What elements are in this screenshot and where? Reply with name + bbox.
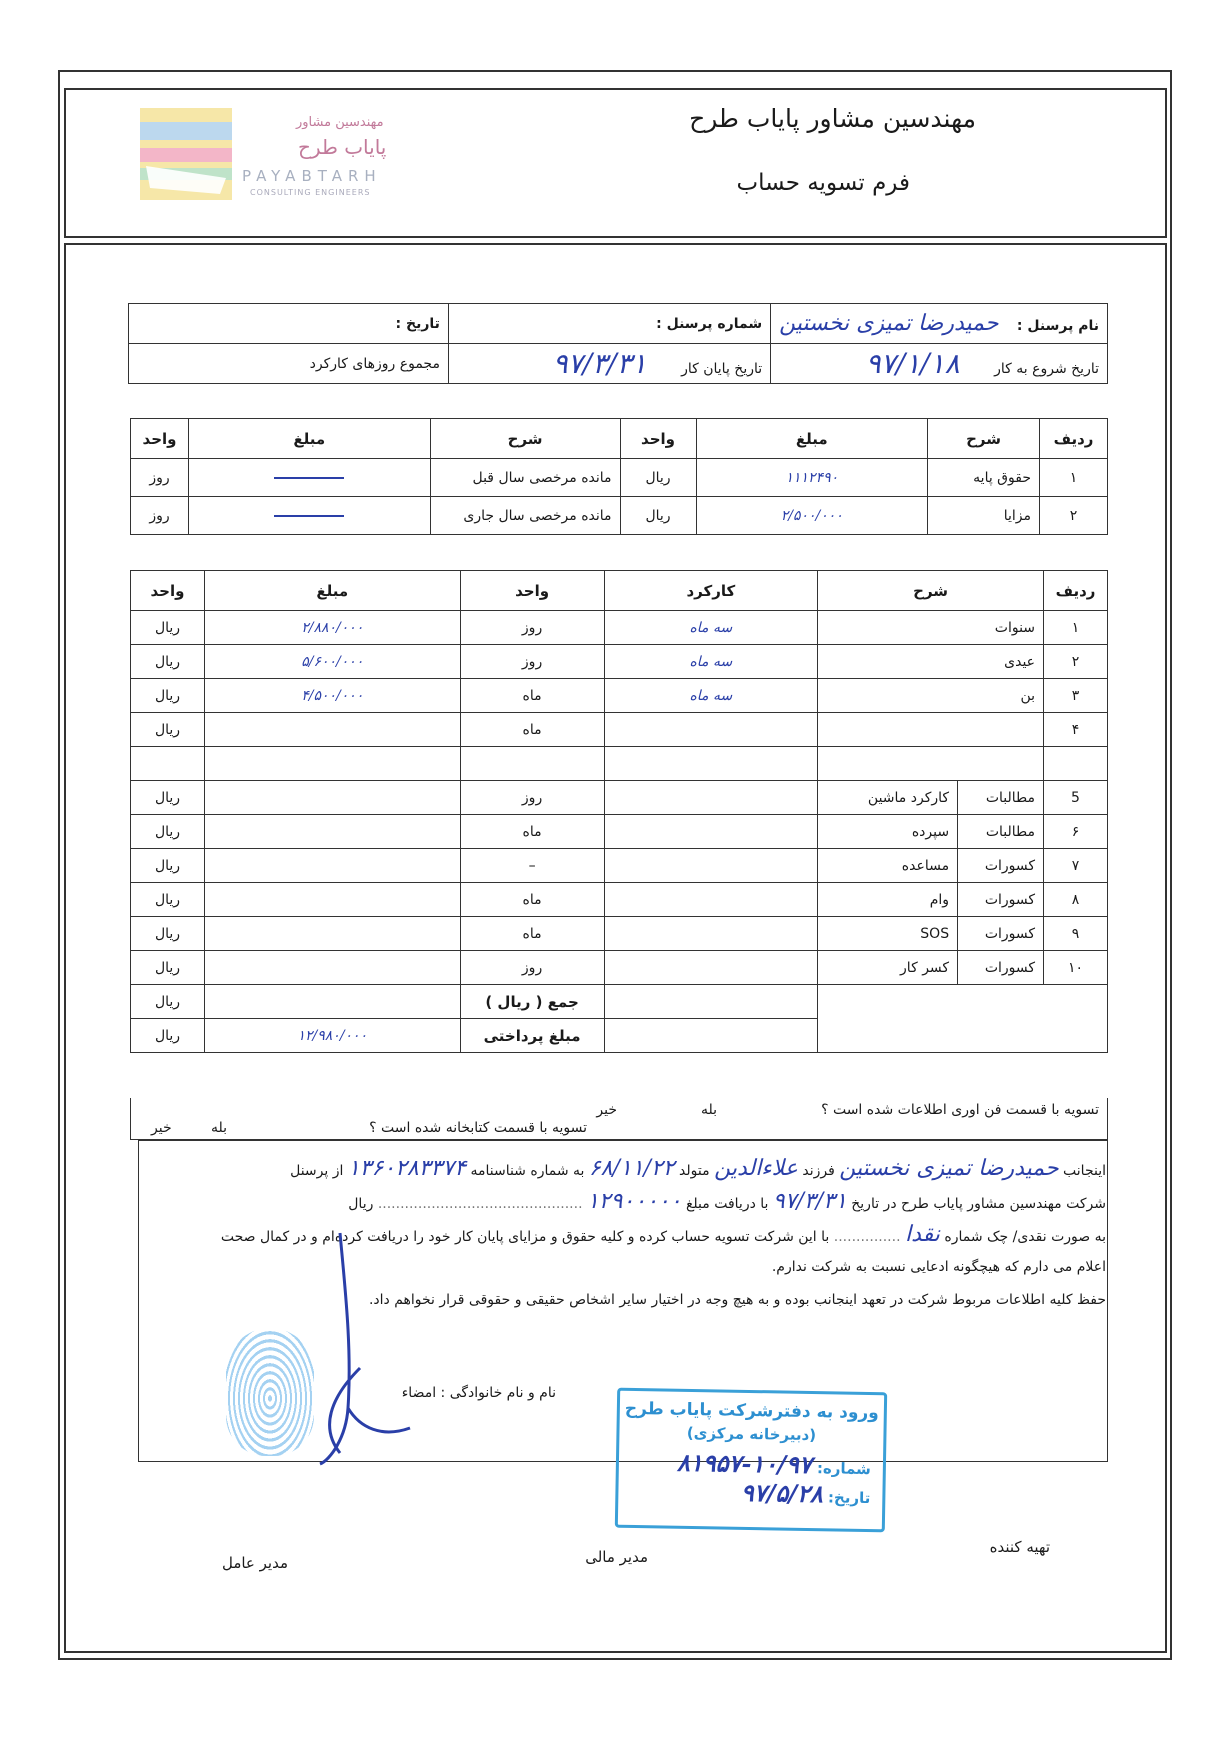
end-label: تاریخ پایان کار xyxy=(681,361,763,377)
t1-header-desc2: شرح xyxy=(430,419,620,459)
table-row-cell xyxy=(205,917,461,951)
number-label: شماره پرسنل : xyxy=(656,315,763,332)
it-clearance-question: تسویه با قسمت فن اوری اطلاعات شده است ؟ xyxy=(821,1102,1099,1118)
table-row-cell xyxy=(604,815,818,849)
it-yes-option[interactable]: بله xyxy=(700,1102,717,1118)
dash-mark xyxy=(189,497,431,535)
table-row-cell: ریال xyxy=(131,951,205,985)
table-row-cell: ۸ xyxy=(1044,883,1108,917)
decl-text: با دریافت مبلغ xyxy=(685,1196,769,1212)
t1-header-unit2: واحد xyxy=(131,419,189,459)
t2-header-work: کارکرد xyxy=(604,571,818,611)
end-value: ۹۷/۳/۳۱ xyxy=(552,347,647,380)
table-row-cell: عیدی xyxy=(818,645,1044,679)
decl-text: فرزند xyxy=(802,1163,835,1179)
table-row-cell: روز xyxy=(131,497,189,535)
table-row-cell: ۴ xyxy=(1044,713,1108,747)
company-logo xyxy=(140,108,232,204)
table-row-cell xyxy=(818,985,1108,1019)
declaration-line-2: شرکت مهندسین مشاور پایاب طرح در تاریخ ۹۷/۳/۳۱ با دریافت مبلغ ۱۲۹۰۰۰۰۰ .............................................. ریال xyxy=(348,1189,1106,1214)
logo-latin: PAYABTARH xyxy=(242,167,382,185)
stamp-date-label: تاریخ: xyxy=(827,1488,871,1508)
preparer-label: تهیه کننده xyxy=(989,1538,1050,1556)
finance-manager-label: مدیر مالی xyxy=(585,1548,648,1566)
stamp-number xyxy=(619,1447,883,1481)
table-row-cell: کسورات xyxy=(958,883,1044,917)
table-row-cell xyxy=(604,747,818,781)
decl-text: شرکت مهندسین مشاور پایاب طرح در تاریخ xyxy=(851,1196,1106,1212)
t2-header-desc: شرح xyxy=(818,571,1044,611)
logo-sub: CONSULTING ENGINEERS xyxy=(250,188,371,197)
table-row-cell xyxy=(1044,747,1108,781)
table-row-cell: ریال xyxy=(131,849,205,883)
table-row-cell xyxy=(818,747,1044,781)
table-row-cell: روز xyxy=(460,645,604,679)
table-row-cell: مطالبات xyxy=(958,815,1044,849)
table-row-cell: ریال xyxy=(131,611,205,645)
table-row-cell: سه ماه xyxy=(604,611,818,645)
declaration-text xyxy=(138,1152,1106,1317)
settlement-table xyxy=(130,570,1108,1053)
signature-label: نام و نام خانوادگی : امضاء xyxy=(401,1385,556,1401)
table-row-cell: مزایا xyxy=(928,497,1040,535)
decl-text: با این شرکت تسویه حساب کرده و کلیه حقوق و مزایای پایان کار خود را دریافت کرده‌ام و در کمال صحت xyxy=(220,1229,830,1245)
table-row-cell: ۷ xyxy=(1044,849,1108,883)
sum-value xyxy=(205,985,461,1019)
table-row-cell: ۵/۶۰۰/۰۰۰ xyxy=(205,645,461,679)
name-value: حمیدرضا تمیزی نخستین xyxy=(779,311,999,336)
decl-payment-type: نقدا xyxy=(904,1222,940,1247)
table-row-cell: سه ماه xyxy=(604,679,818,713)
decl-text: به صورت نقدی/ چک شماره xyxy=(944,1229,1106,1245)
form-title: فرم تسویه حساب xyxy=(736,170,910,196)
decl-text: از پرسنل xyxy=(290,1163,344,1179)
t2-header-unit2: واحد xyxy=(131,571,205,611)
start-cell xyxy=(771,344,1108,384)
library-no-option[interactable]: خیر xyxy=(151,1120,172,1136)
days-label: مجموع روزهای کارکرد xyxy=(309,355,440,372)
table-row-cell: سه ماه xyxy=(604,645,818,679)
table-row-cell: ریال xyxy=(131,781,205,815)
table-row-cell xyxy=(604,951,818,985)
table-row-cell: ریال xyxy=(131,883,205,917)
ceo-label: مدیر عامل xyxy=(221,1554,288,1572)
decl-father: علاءالدین xyxy=(714,1156,798,1181)
table-row-cell: ریال xyxy=(620,497,696,535)
declaration-line-1 xyxy=(138,1152,1106,1185)
it-no-option[interactable]: خیر xyxy=(596,1102,617,1118)
table-row-cell: ریال xyxy=(131,815,205,849)
table-row-cell: سپرده xyxy=(818,815,958,849)
table-row-cell xyxy=(131,747,205,781)
table-row-cell xyxy=(205,883,461,917)
table-row-cell: ماه xyxy=(460,713,604,747)
payment-value: ۱۲/۹۸۰/۰۰۰ xyxy=(205,1019,461,1053)
table-row-cell: ۲/۸۸۰/۰۰۰ xyxy=(205,611,461,645)
dash-mark xyxy=(189,459,431,497)
t1-header-amount: مبلغ xyxy=(696,419,928,459)
sum-label: جمع ( ریال ) xyxy=(460,985,604,1019)
table-row-cell: کارکرد ماشین xyxy=(818,781,958,815)
receipt-stamp xyxy=(615,1388,887,1533)
decl-text: متولد xyxy=(679,1163,710,1179)
t1-header-unit: واحد xyxy=(620,419,696,459)
table-row-cell: ریال xyxy=(131,679,205,713)
table-row-cell: مانده مرخصی سال قبل xyxy=(430,459,620,497)
decl-amount: ۱۲۹۰۰۰۰۰ xyxy=(586,1189,682,1214)
sum-unit: ریال xyxy=(131,985,205,1019)
table-row-cell: سنوات xyxy=(818,611,1044,645)
start-value: ۹۷/۱/۱۸ xyxy=(865,347,960,380)
table-row-cell: ریال xyxy=(620,459,696,497)
decl-id: ۱۳۶۰۲۸۳۳۷۴ xyxy=(347,1156,467,1181)
table-row-cell xyxy=(205,951,461,985)
signature-mark xyxy=(300,1228,420,1468)
table-row-cell: ماه xyxy=(460,679,604,713)
logo-fa: پایاب طرح xyxy=(298,135,387,159)
decl-text: ریال xyxy=(348,1196,374,1212)
table-row-cell: ۱۰ xyxy=(1044,951,1108,985)
decl-date: ۹۷/۳/۳۱ xyxy=(772,1189,847,1214)
stamp-line-2: (دبیرخانه مرکزی) xyxy=(686,1423,817,1445)
table-row-cell xyxy=(818,713,1044,747)
table-row-cell xyxy=(604,883,818,917)
salary-table xyxy=(130,418,1108,535)
logo-fa-small: مهندسین مشاور xyxy=(296,115,384,130)
t2-header-amount: مبلغ xyxy=(205,571,461,611)
number-cell xyxy=(448,304,770,344)
stamp-date-value: ۹۷/۵/۲۸ xyxy=(740,1477,824,1509)
table-row-cell: ۴/۵۰۰/۰۰۰ xyxy=(205,679,461,713)
table-row-cell: بن xyxy=(818,679,1044,713)
t2-header-unit: واحد xyxy=(460,571,604,611)
table-row-cell: مانده مرخصی سال جاری xyxy=(430,497,620,535)
stamp-date xyxy=(618,1476,882,1510)
table-row-cell: ۱۱۱۲۴۹۰ xyxy=(696,459,928,497)
declaration-line-3: به صورت نقدی/ چک شماره نقدا ............... با این شرکت تسویه حساب کرده و کلیه حقوق و مزایای پایان کار خود را دریافت کرده‌ام و در کمال صحت xyxy=(220,1222,1106,1247)
table-row-cell: – xyxy=(460,849,604,883)
table-row-cell: وام xyxy=(818,883,958,917)
name-cell xyxy=(771,304,1108,344)
company-name: مهندسین مشاور پایاب طرح xyxy=(689,104,976,133)
end-cell xyxy=(448,344,770,384)
t1-header-no: ردیف xyxy=(1040,419,1108,459)
table-row-cell: ماه xyxy=(460,917,604,951)
table-row-cell: روز xyxy=(460,611,604,645)
table-row-cell xyxy=(604,713,818,747)
library-clearance-question: تسویه با قسمت کتابخانه شده است ؟ xyxy=(369,1120,587,1136)
table-row-cell: روز xyxy=(460,781,604,815)
table-row-cell: کسورات xyxy=(958,951,1044,985)
decl-text: اینجانب xyxy=(1063,1163,1106,1179)
t2-header-no: ردیف xyxy=(1044,571,1108,611)
table-row-cell: ۱ xyxy=(1044,611,1108,645)
decl-birth: ۶۸/۱۱/۲۲ xyxy=(588,1156,675,1181)
stamp-number-value: ۱۰/۹۷-۸۱۹۵۷ xyxy=(676,1447,813,1480)
table-row-cell: ۲ xyxy=(1044,645,1108,679)
name-label: نام پرسنل : xyxy=(1016,318,1099,334)
declaration-line-4: اعلام می دارم که هیچگونه ادعایی نسبت به شرکت ندارم. xyxy=(771,1259,1106,1275)
days-cell xyxy=(129,344,449,384)
stamp-line-1: ورود به دفترشرکت پایاب طرح xyxy=(624,1398,880,1424)
declaration-line-5: حفظ کلیه اطلاعات مربوط شرکت در تعهد اینجانب بوده و به هیچ وجه در اختیار سایر اشخاص حقیقی و حقوقی قرار نخواهم داد. xyxy=(368,1292,1106,1308)
table-row-cell: ریال xyxy=(131,917,205,951)
table-row-cell: مساعده xyxy=(818,849,958,883)
library-yes-option[interactable]: بله xyxy=(210,1120,227,1136)
table-row-cell xyxy=(604,781,818,815)
table-row-cell: ۹ xyxy=(1044,917,1108,951)
table-row-cell: کسورات xyxy=(958,849,1044,883)
table-row-cell xyxy=(205,815,461,849)
table-row-cell: ۲/۵۰۰/۰۰۰ xyxy=(696,497,928,535)
table-row-cell: ریال xyxy=(131,713,205,747)
payment-label: مبلغ پرداختی xyxy=(460,1019,604,1053)
date-cell xyxy=(129,304,449,344)
date-label: تاریخ : xyxy=(395,315,440,332)
table-row-cell: ۶ xyxy=(1044,815,1108,849)
table-row-cell xyxy=(604,985,818,1019)
table-row-cell xyxy=(818,1019,1108,1053)
table-row-cell: ۲ xyxy=(1040,497,1108,535)
table-row-cell: کسورات xyxy=(958,917,1044,951)
stamp-number-label: شماره: xyxy=(816,1459,872,1479)
table-row-cell: حقوق پایه xyxy=(928,459,1040,497)
start-label: تاریخ شروع به کار xyxy=(994,361,1099,377)
table-row-cell: روز xyxy=(131,459,189,497)
payment-unit: ریال xyxy=(131,1019,205,1053)
table-row-cell xyxy=(205,747,461,781)
table-row-cell: ماه xyxy=(460,815,604,849)
table-row-cell: ماه xyxy=(460,883,604,917)
table-row-cell xyxy=(205,781,461,815)
table-row-cell: ۳ xyxy=(1044,679,1108,713)
personnel-table xyxy=(128,303,1108,384)
table-row-cell: SOS xyxy=(818,917,958,951)
table-row-cell xyxy=(604,1019,818,1053)
decl-name: حمیدرضا تمیزی نخستین xyxy=(839,1156,1059,1181)
clearance-row xyxy=(130,1098,1108,1140)
decl-text: به شماره شناسنامه xyxy=(470,1163,585,1179)
t1-header-amount2: مبلغ xyxy=(189,419,431,459)
t1-header-desc: شرح xyxy=(928,419,1040,459)
table-row-cell: ریال xyxy=(131,645,205,679)
table-row-cell xyxy=(205,713,461,747)
table-row-cell: مطالبات xyxy=(958,781,1044,815)
table-row-cell: 5 xyxy=(1044,781,1108,815)
table-row-cell: ۱ xyxy=(1040,459,1108,497)
table-row-cell xyxy=(604,917,818,951)
table-row-cell xyxy=(460,747,604,781)
table-row-cell: روز xyxy=(460,951,604,985)
table-row-cell xyxy=(205,849,461,883)
table-row-cell: کسر کار xyxy=(818,951,958,985)
table-row-cell xyxy=(604,849,818,883)
